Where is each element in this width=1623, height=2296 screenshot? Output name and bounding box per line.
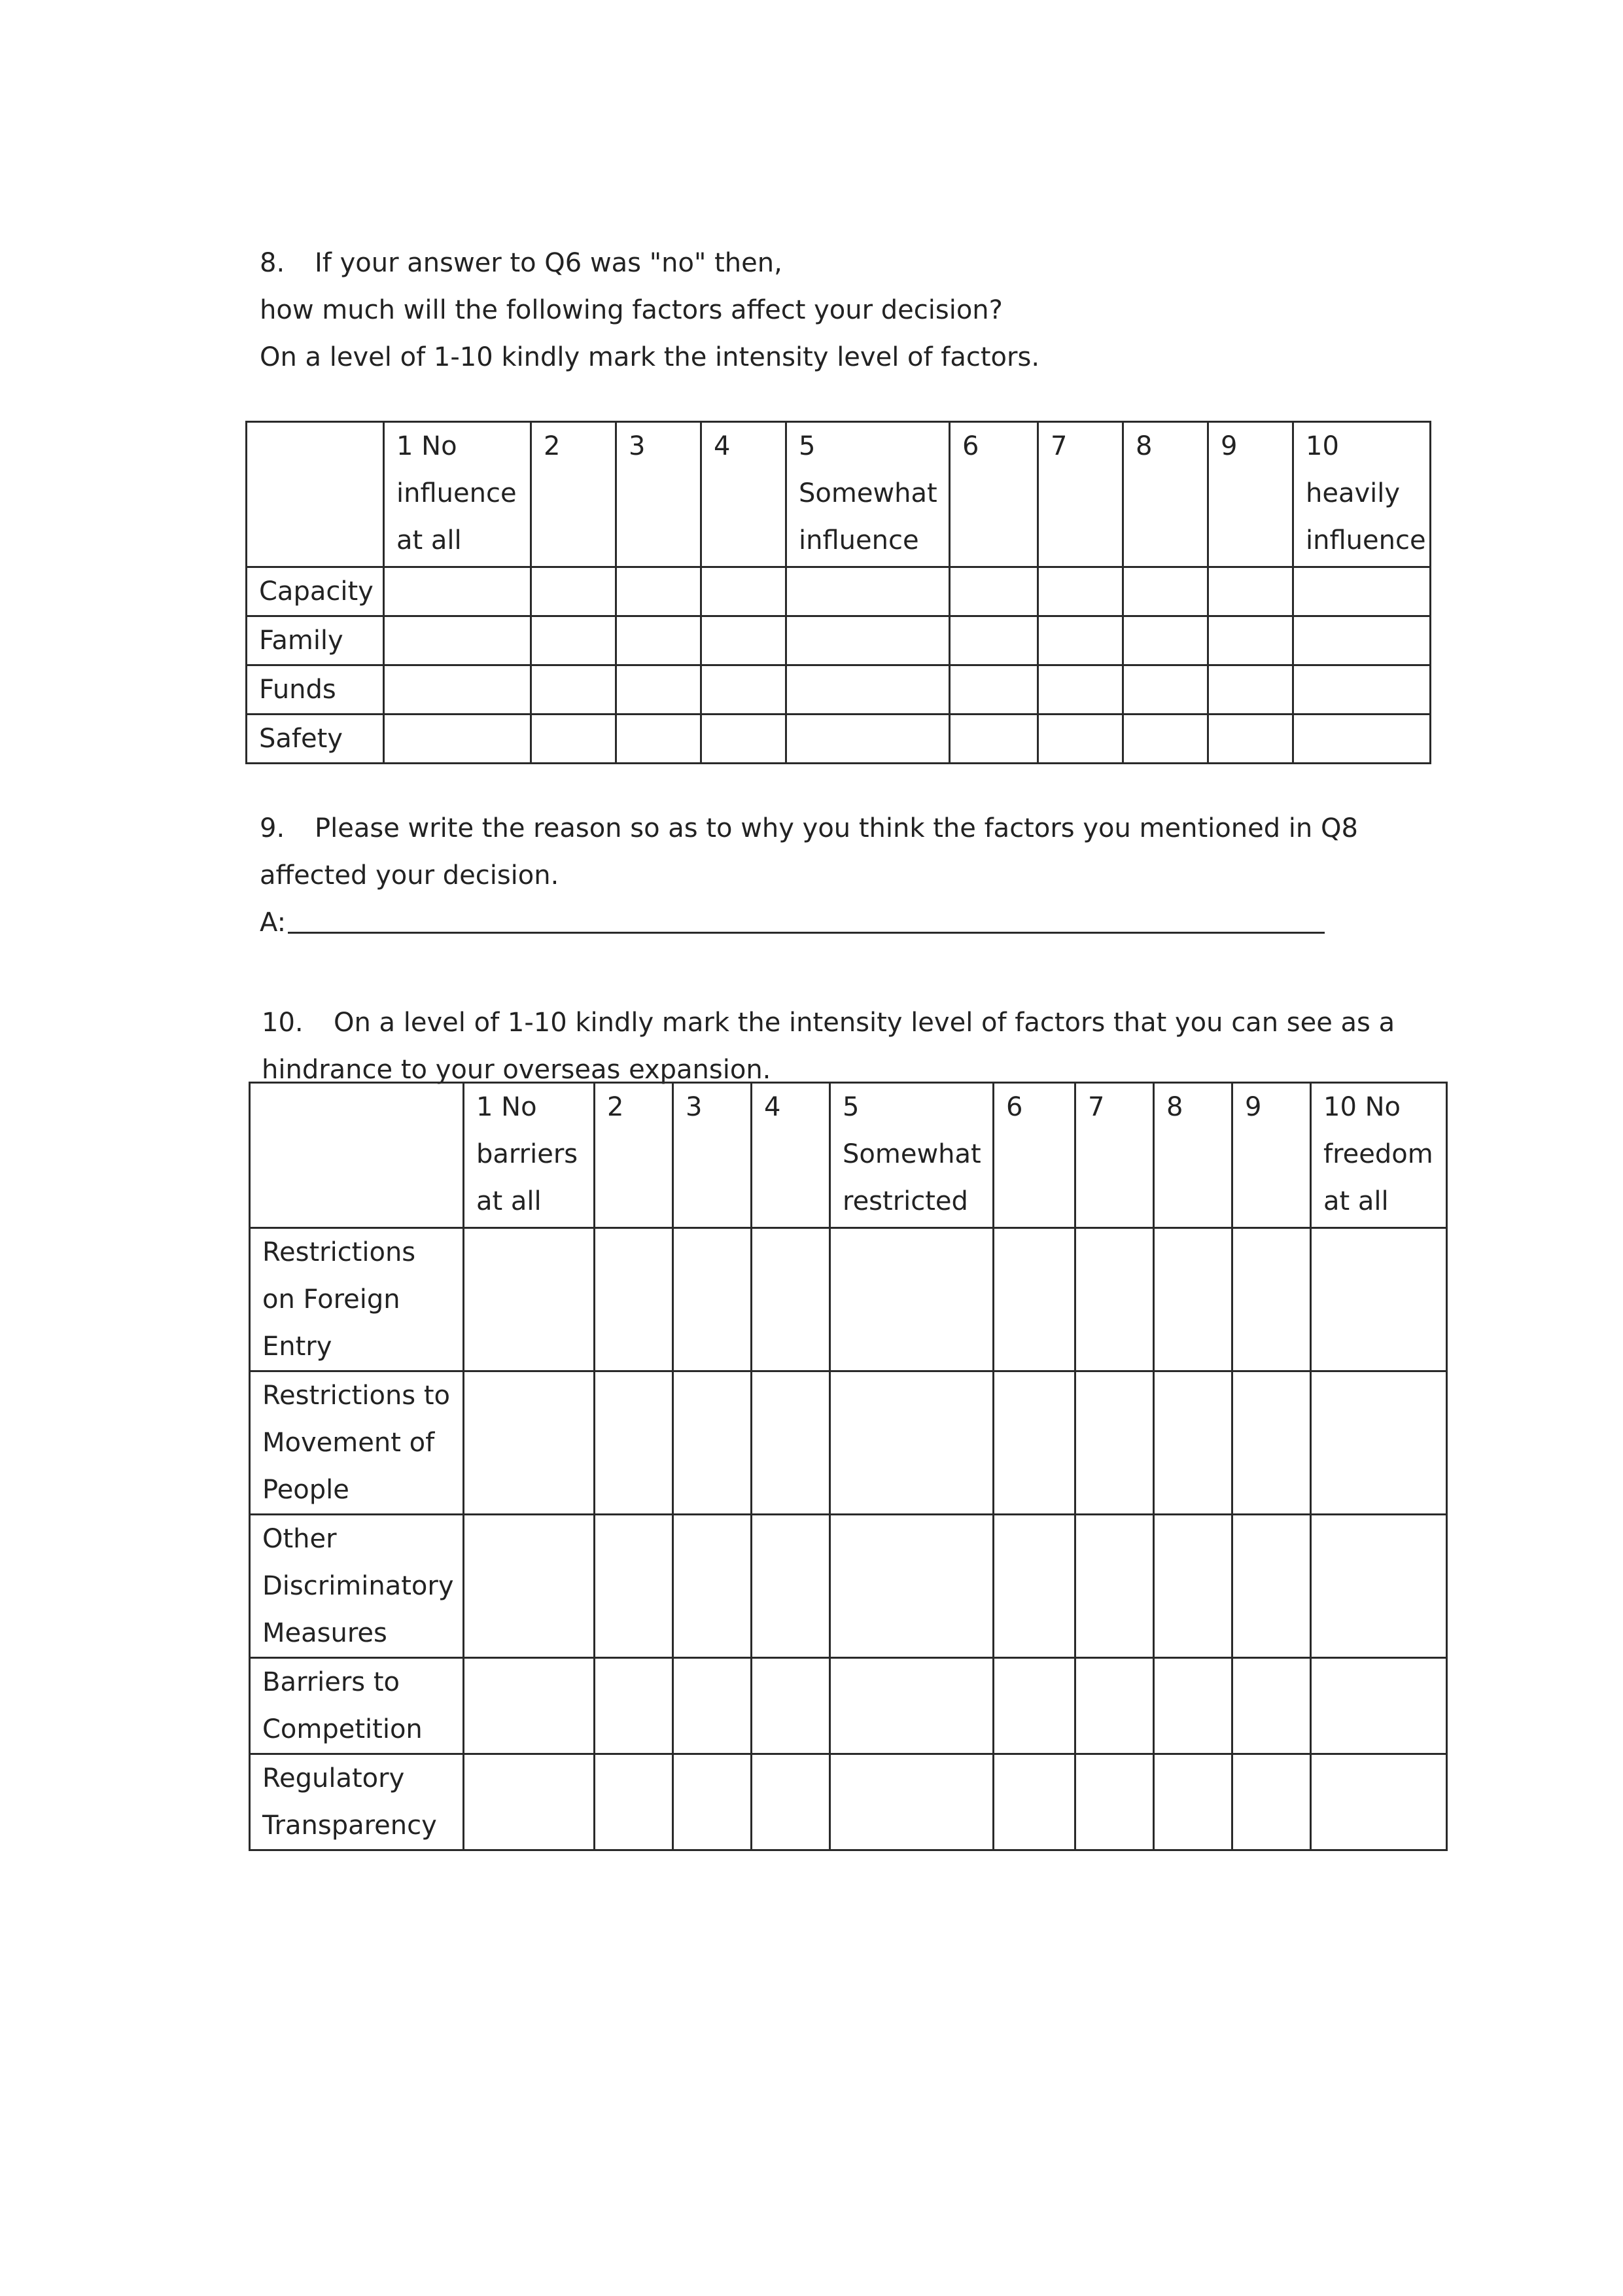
rating-cell-1[interactable] (464, 1754, 595, 1850)
rating-cell-7[interactable] (1075, 1371, 1154, 1515)
question-8 (260, 239, 1039, 381)
scale-header-9 (1208, 422, 1293, 567)
rating-cell-1[interactable] (384, 567, 531, 616)
scale-header-5 (830, 1083, 994, 1228)
rating-cell-10[interactable] (1311, 1658, 1447, 1754)
rating-cell-4[interactable] (752, 1371, 830, 1515)
question-9 (260, 805, 1358, 946)
rating-cell-6[interactable] (994, 1228, 1075, 1371)
rating-cell-6[interactable] (950, 616, 1038, 665)
scale-header-label: 4 (764, 1092, 781, 1122)
scale-header-10 (1311, 1083, 1447, 1228)
factor-label-cell (247, 567, 384, 616)
rating-cell-3[interactable] (616, 616, 701, 665)
rating-cell-9[interactable] (1232, 1658, 1311, 1754)
rating-cell-3[interactable] (673, 1515, 752, 1658)
question-8-line-1: 8. If your answer to Q6 was "no" then, (260, 239, 1039, 287)
scale-header-label: 7 (1088, 1092, 1105, 1122)
rating-cell-8[interactable] (1123, 616, 1208, 665)
factor-label-cell (247, 715, 384, 764)
factor-label-cell (250, 1371, 464, 1515)
scale-header-6 (994, 1083, 1075, 1228)
header-row (250, 1083, 1447, 1228)
scale-header-3 (616, 422, 701, 567)
rating-cell-10[interactable] (1311, 1754, 1447, 1850)
rating-cell-2[interactable] (531, 616, 616, 665)
question-10-line-2: hindrance to your overseas expansion. (262, 1055, 771, 1085)
rating-cell-7[interactable] (1075, 1658, 1154, 1754)
rating-cell-9[interactable] (1232, 1515, 1311, 1658)
rating-cell-8[interactable] (1154, 1228, 1232, 1371)
rating-cell-8[interactable] (1154, 1371, 1232, 1515)
factor-row (250, 1228, 1447, 1371)
rating-cell-4[interactable] (701, 665, 786, 715)
factor-label-cell (250, 1228, 464, 1371)
rating-cell-8[interactable] (1123, 567, 1208, 616)
scale-header-label: 4 (714, 431, 731, 461)
question-9-number: 9. (260, 813, 285, 843)
rating-cell-6[interactable] (994, 1658, 1075, 1754)
scale-header-label: 2 (607, 1092, 624, 1122)
factor-row (250, 1515, 1447, 1658)
rating-cell-3[interactable] (616, 567, 701, 616)
rating-cell-5[interactable] (786, 665, 950, 715)
rating-cell-10[interactable] (1293, 567, 1431, 616)
factor-row (247, 616, 1431, 665)
rating-cell-6[interactable] (950, 715, 1038, 764)
rating-cell-7[interactable] (1038, 665, 1123, 715)
rating-cell-3[interactable] (673, 1754, 752, 1850)
rating-cell-9[interactable] (1208, 567, 1293, 616)
scale-header-6 (950, 422, 1038, 567)
rating-cell-5[interactable] (786, 567, 950, 616)
scale-header-label: 7 (1051, 431, 1068, 461)
scale-header-8 (1123, 422, 1208, 567)
rating-cell-2[interactable] (595, 1515, 673, 1658)
rating-cell-7[interactable] (1075, 1228, 1154, 1371)
rating-cell-5[interactable] (830, 1228, 994, 1371)
rating-cell-5[interactable] (830, 1658, 994, 1754)
scale-header-label: 5 Somewhat restricted (843, 1092, 981, 1216)
factor-row (250, 1371, 1447, 1515)
rating-cell-10[interactable] (1293, 715, 1431, 764)
factor-label-cell (247, 616, 384, 665)
scale-header-label: 5 Somewhat influence (799, 431, 937, 556)
rating-cell-8[interactable] (1123, 715, 1208, 764)
scale-header-label: 1 No barriers at all (476, 1092, 578, 1216)
question-9-line-2: affected your decision. (260, 860, 559, 891)
scale-header-7 (1038, 422, 1123, 567)
rating-cell-2[interactable] (531, 665, 616, 715)
rating-cell-7[interactable] (1075, 1515, 1154, 1658)
scale-header-label: 6 (962, 431, 979, 461)
rating-cell-4[interactable] (701, 616, 786, 665)
scale-header-label: 3 (686, 1092, 703, 1122)
rating-cell-7[interactable] (1038, 567, 1123, 616)
scale-header-label: 1 No influence at all (396, 431, 517, 556)
corner-cell (247, 422, 384, 567)
rating-cell-6[interactable] (994, 1515, 1075, 1658)
rating-cell-10[interactable] (1311, 1371, 1447, 1515)
scale-header-label: 9 (1221, 431, 1238, 461)
q8-rating-table (245, 421, 1431, 764)
scale-header-label: 8 (1166, 1092, 1183, 1122)
factor-row (247, 665, 1431, 715)
scale-header-10 (1293, 422, 1431, 567)
rating-cell-8[interactable] (1123, 665, 1208, 715)
rating-cell-3[interactable] (616, 665, 701, 715)
rating-cell-7[interactable] (1075, 1754, 1154, 1850)
answer-label: A: (260, 908, 287, 938)
factor-label: Restrictions on Foreign Entry (262, 1237, 416, 1362)
rating-cell-4[interactable] (752, 1658, 830, 1754)
factor-label: Restrictions to Movement of People (262, 1381, 451, 1505)
q10-rating-table (249, 1082, 1448, 1851)
rating-cell-1[interactable] (464, 1515, 595, 1658)
rating-cell-6[interactable] (950, 567, 1038, 616)
rating-cell-9[interactable] (1208, 715, 1293, 764)
factor-label: Regulatory Transparency (262, 1763, 437, 1841)
question-9-line-1: 9. Please write the reason so as to why you think the factors you mentioned in Q8 (260, 805, 1358, 852)
rating-cell-10[interactable] (1293, 665, 1431, 715)
rating-cell-5[interactable] (830, 1515, 994, 1658)
factor-row (250, 1754, 1447, 1850)
factor-label: Safety (259, 724, 343, 754)
factor-row (247, 715, 1431, 764)
question-10 (262, 999, 1395, 1093)
scale-header-8 (1154, 1083, 1232, 1228)
rating-cell-8[interactable] (1154, 1754, 1232, 1850)
rating-cell-2[interactable] (531, 715, 616, 764)
rating-cell-6[interactable] (950, 665, 1038, 715)
scale-header-1 (384, 422, 531, 567)
scale-header-label: 9 (1245, 1092, 1262, 1122)
rating-cell-3[interactable] (616, 715, 701, 764)
rating-cell-10[interactable] (1311, 1228, 1447, 1371)
scale-header-label: 3 (629, 431, 646, 461)
answer-line[interactable] (288, 932, 1325, 934)
factor-label: Family (259, 626, 343, 656)
scale-header-label: 10 heavily influence (1306, 431, 1426, 556)
rating-cell-5[interactable] (786, 715, 950, 764)
question-8-line-3: On a level of 1-10 kindly mark the intensity level of factors. (260, 342, 1040, 372)
factor-label: Other Discriminatory Measures (262, 1524, 454, 1648)
rating-cell-4[interactable] (752, 1228, 830, 1371)
rating-cell-10[interactable] (1311, 1515, 1447, 1658)
rating-cell-9[interactable] (1232, 1371, 1311, 1515)
rating-cell-6[interactable] (994, 1371, 1075, 1515)
scale-header-4 (752, 1083, 830, 1228)
rating-cell-2[interactable] (595, 1754, 673, 1850)
rating-cell-6[interactable] (994, 1754, 1075, 1850)
rating-cell-9[interactable] (1208, 665, 1293, 715)
rating-cell-2[interactable] (531, 567, 616, 616)
rating-cell-4[interactable] (701, 715, 786, 764)
scale-header-9 (1232, 1083, 1311, 1228)
factor-label-cell (250, 1515, 464, 1658)
rating-cell-1[interactable] (384, 715, 531, 764)
rating-cell-3[interactable] (673, 1371, 752, 1515)
rating-cell-8[interactable] (1154, 1515, 1232, 1658)
scale-header-7 (1075, 1083, 1154, 1228)
header-row (247, 422, 1431, 567)
question-10-number: 10. (262, 1008, 304, 1038)
factor-row (247, 567, 1431, 616)
corner-cell (250, 1083, 464, 1228)
rating-cell-5[interactable] (830, 1371, 994, 1515)
rating-cell-2[interactable] (595, 1658, 673, 1754)
rating-cell-3[interactable] (673, 1658, 752, 1754)
rating-cell-1[interactable] (464, 1228, 595, 1371)
rating-cell-4[interactable] (701, 567, 786, 616)
question-8-number: 8. (260, 248, 285, 278)
question-8-line-2: how much will the following factors affect your decision? (260, 295, 1003, 325)
scale-header-1 (464, 1083, 595, 1228)
factor-label: Capacity (259, 576, 374, 607)
rating-cell-1[interactable] (384, 665, 531, 715)
rating-cell-10[interactable] (1293, 616, 1431, 665)
rating-cell-9[interactable] (1208, 616, 1293, 665)
rating-cell-5[interactable] (830, 1754, 994, 1850)
rating-cell-1[interactable] (384, 616, 531, 665)
scale-header-label: 2 (544, 431, 561, 461)
scale-header-label: 10 No freedom at all (1323, 1092, 1433, 1216)
factor-row (250, 1658, 1447, 1754)
rating-cell-2[interactable] (595, 1228, 673, 1371)
question-10-line-1: 10. On a level of 1-10 kindly mark the intensity level of factors that you can see as a (262, 999, 1395, 1046)
scale-header-label: 8 (1136, 431, 1153, 461)
rating-cell-1[interactable] (464, 1658, 595, 1754)
scale-header-label: 6 (1006, 1092, 1023, 1122)
scale-header-2 (531, 422, 616, 567)
rating-cell-9[interactable] (1232, 1228, 1311, 1371)
rating-cell-3[interactable] (673, 1228, 752, 1371)
factor-label-cell (250, 1754, 464, 1850)
scale-header-2 (595, 1083, 673, 1228)
scale-header-4 (701, 422, 786, 567)
factor-label-cell (250, 1658, 464, 1754)
rating-cell-4[interactable] (752, 1515, 830, 1658)
rating-cell-7[interactable] (1038, 715, 1123, 764)
factor-label: Funds (259, 675, 336, 705)
rating-cell-2[interactable] (595, 1371, 673, 1515)
rating-cell-8[interactable] (1154, 1658, 1232, 1754)
rating-cell-7[interactable] (1038, 616, 1123, 665)
rating-cell-4[interactable] (752, 1754, 830, 1850)
rating-cell-5[interactable] (786, 616, 950, 665)
scale-header-3 (673, 1083, 752, 1228)
factor-label-cell (247, 665, 384, 715)
scale-header-5 (786, 422, 950, 567)
factor-label: Barriers to Competition (262, 1667, 423, 1744)
rating-cell-1[interactable] (464, 1371, 595, 1515)
rating-cell-9[interactable] (1232, 1754, 1311, 1850)
